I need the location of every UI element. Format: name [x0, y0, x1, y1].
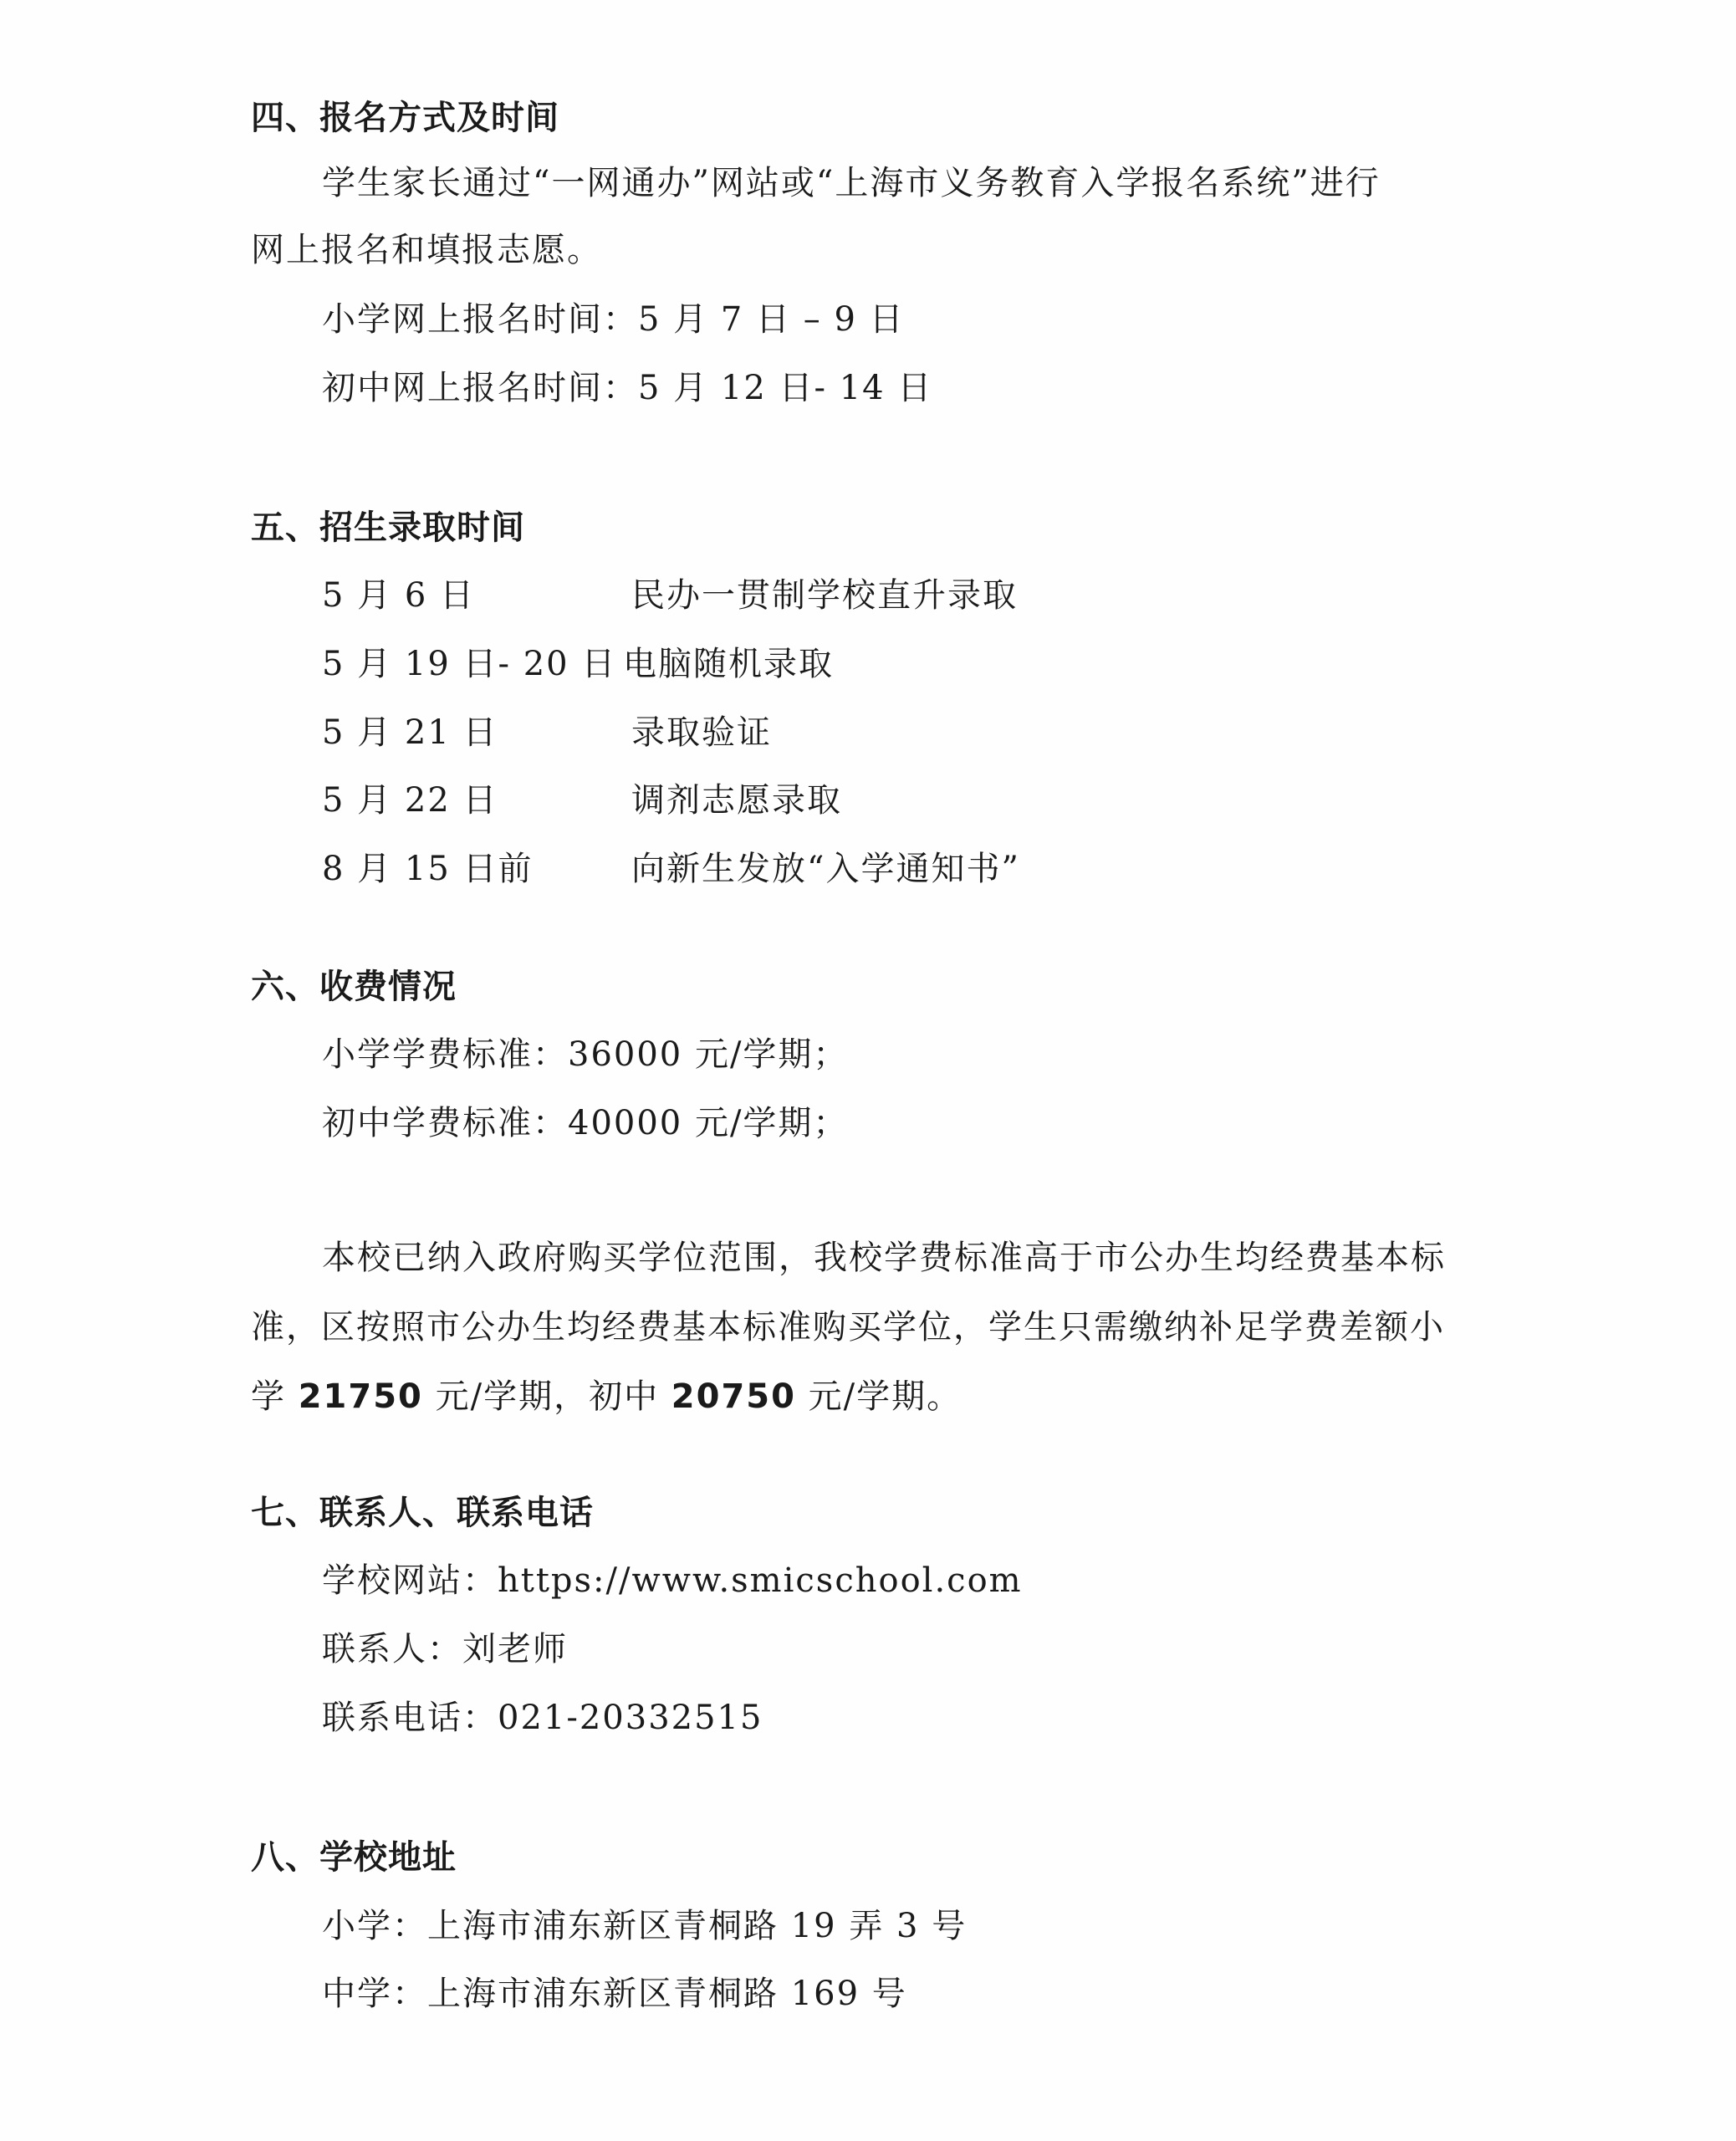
school-website: 学校网站：https://www.smicschool.com [322, 1561, 1023, 1600]
primary-registration-time: 小学网上报名时间：5 月 7 日 – 9 日 [322, 300, 905, 339]
tuition-paragraph-line-2: 准，区按照市公办生均经费基本标准购买学位，学生只需缴纳补足学费差额小 [251, 1308, 1445, 1346]
tuition-paragraph-line-3: 学 21750 元/学期，初中 20750 元/学期。 [251, 1377, 962, 1416]
schedule-event: 录取验证 [631, 713, 772, 752]
section-4-heading: 四、报名方式及时间 [251, 99, 559, 137]
schedule-date: 5 月 19 日- 20 日 [322, 645, 617, 683]
section-8-heading: 八、学校地址 [251, 1838, 457, 1877]
middle-registration-time: 初中网上报名时间：5 月 12 日- 14 日 [322, 369, 933, 407]
schedule-date: 5 月 22 日 [322, 781, 498, 820]
section-4-paragraph-line-2: 网上报名和填报志愿。 [251, 231, 602, 269]
section-6-heading: 六、收费情况 [251, 968, 457, 1006]
middle-fee-difference: 20750 [671, 1377, 796, 1416]
schedule-event: 向新生发放“入学通知书” [631, 850, 1020, 888]
primary-fee-difference: 21750 [298, 1377, 423, 1416]
section-5-heading: 五、招生录取时间 [251, 508, 525, 547]
schedule-event: 电脑随机录取 [623, 645, 834, 683]
primary-tuition: 小学学费标准：36000 元/学期； [322, 1035, 849, 1074]
section-7-heading: 七、联系人、联系电话 [251, 1494, 594, 1532]
contact-person: 联系人：刘老师 [322, 1630, 568, 1668]
schedule-date: 5 月 6 日 [322, 576, 476, 615]
contact-phone: 联系电话：021-20332515 [322, 1699, 763, 1737]
schedule-date: 5 月 21 日 [322, 713, 498, 752]
middle-tuition: 初中学费标准：40000 元/学期； [322, 1104, 849, 1142]
schedule-event: 民办一贯制学校直升录取 [631, 576, 1018, 615]
tuition-paragraph-line-1: 本校已纳入政府购买学位范围，我校学费标准高于市公办生均经费基本标 [322, 1239, 1446, 1277]
schedule-event: 调剂志愿录取 [631, 781, 842, 820]
schedule-date: 8 月 15 日前 [322, 850, 534, 888]
primary-school-address: 小学：上海市浦东新区青桐路 19 弄 3 号 [322, 1907, 968, 1945]
section-4-paragraph-line-1: 学生家长通过“一网通办”网站或“上海市义务教育入学报名系统”进行 [322, 164, 1381, 202]
middle-school-address: 中学：上海市浦东新区青桐路 169 号 [322, 1975, 907, 2013]
